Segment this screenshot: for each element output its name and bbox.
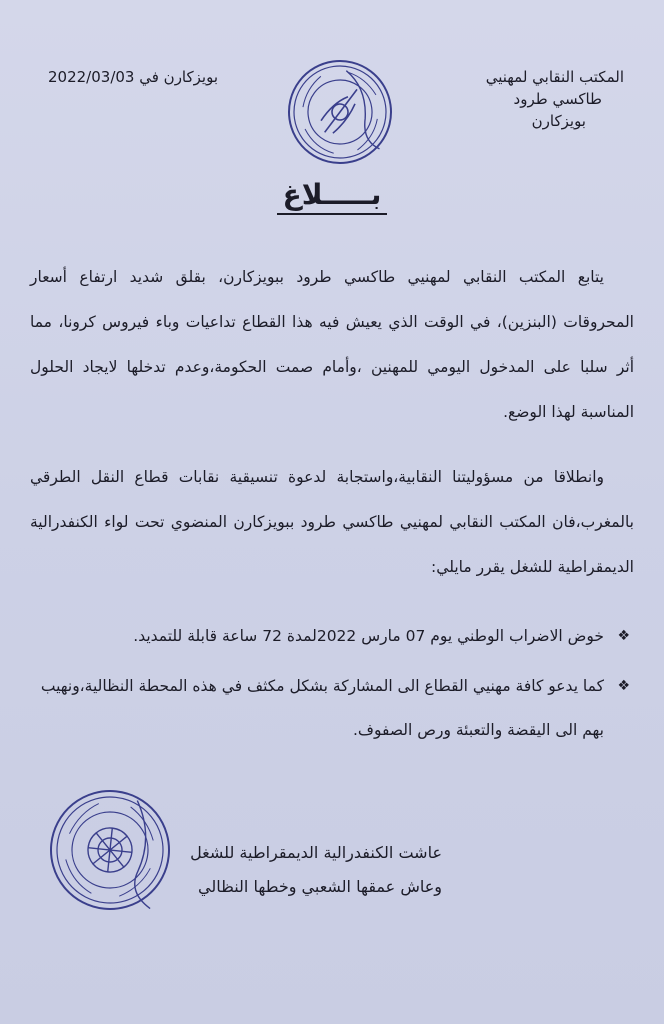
diamond-bullet-icon: ❖ xyxy=(617,678,630,694)
decision-list xyxy=(30,614,634,758)
closing-line-2: وعاش عمقها الشعبي وخطها النظالي xyxy=(198,877,442,896)
diamond-bullet-icon: ❖ xyxy=(617,628,630,644)
document-title xyxy=(0,178,664,215)
org-line-3: بويزكارن xyxy=(531,112,586,130)
list-item xyxy=(30,664,634,752)
closing-line-1: عاشت الكنفدرالية الديمقراطية للشغل xyxy=(190,843,442,862)
place-date-line: بويزكارن في 2022/03/03 xyxy=(48,68,219,86)
paragraph-2: وانطلاقا من مسؤوليتنا النقابية،واستجابة لدعوة تنسيقية نقابات قطاع النقل الطرقي بالمغرب،فان المكتب النقابي لمهنيي طاكسي طرود ببويزكارن المنضوي تحت لواء الكنفدرالية الديمقراطية للشغل يقرر مايلي: xyxy=(30,468,634,576)
official-stamp-top xyxy=(281,53,398,170)
organization-header xyxy=(444,66,624,132)
paragraph-1: يتابع المكتب النقابي لمهنيي طاكسي طرود ببويزكارن، بقلق شديد ارتفاع أسعار المحروقات (البنزين)، في الوقت الذي يعيش فيه هذا القطاع تداعيات وباء فيروس كرونا، مما أثر سلبا على المدخول اليومي للمهنين ،وأمام صمت الحكومة،وعدم تدخلها لايجاد الحلول المناسبة لهذا الوضع. xyxy=(30,268,634,421)
list-item xyxy=(30,614,634,658)
org-line-2: طاكسي طرود xyxy=(513,90,602,108)
bullet-text-2: كما يدعو كافة مهنيي القطاع الى المشاركة بشكل مكثف في هذه المحطة النظالية،ونهيب بهم الى اليقضة والتعبئة ورص الصفوف. xyxy=(40,677,604,739)
stamp-seal-icon xyxy=(284,56,397,169)
org-line-1: المكتب النقابي لمهنيي xyxy=(485,68,624,86)
official-stamp-bottom xyxy=(44,784,176,916)
title-text: بـــــلاغ xyxy=(277,178,388,215)
bullet-text-1: خوض الاضراب الوطني يوم 07 مارس 2022لمدة 72 ساعة قابلة للتمديد. xyxy=(133,627,604,645)
closing-slogans xyxy=(142,836,442,904)
stamp-seal-icon xyxy=(46,786,173,913)
